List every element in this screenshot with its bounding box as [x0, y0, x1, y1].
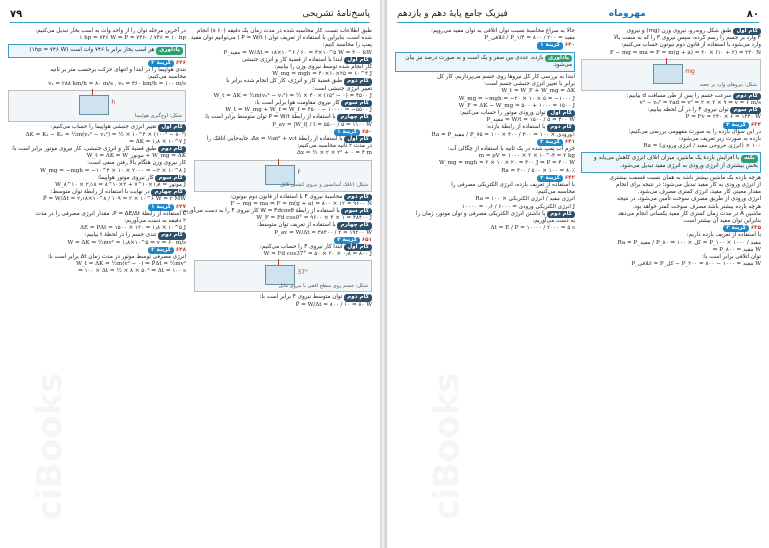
step-badge: گام سوم: [341, 208, 372, 215]
figure-caption: شکل: نیروهای وارد بر جعبه: [699, 81, 757, 88]
step-text: محاسبهٔ نیروی F با استفاده از قانون دوم نیوتون:: [230, 193, 343, 200]
formula-line: W = ΔK ⇒ ½mv² = ۱٫۸×۱۰^۵ ⇒ v = ۶۰ m/s: [67, 239, 186, 246]
step-text: طبق قضیهٔ کار و انرژی جنبشی، کار نیروی موتور برابر است با:: [11, 146, 157, 153]
note-box: [8, 44, 186, 57]
formula-line: P_مفید = W/Δt = ۱۸×۱۰^۶ / ۶۰ = ۳×۱۰^۵ W = ۳۰۰ kW: [223, 49, 372, 56]
figure-caption: شکل: اتاقک آسانسور و نیروی کشش کابل: [280, 182, 368, 189]
text-line: در این سؤال بازده را به صورت مفهومی بررسی می‌کنیم؛: [628, 128, 761, 135]
formula-line: P_اتلافی = P_کل − P_مفید = ۱۰۰۰ − ۸۰۰ = ۲۰۰ W: [631, 261, 761, 268]
formula-line: Δx = ½ × ۲ × ۲² + ۰ = ۴ m: [296, 150, 372, 157]
step-line: [8, 146, 186, 153]
step-text: توان ورودی موتور را حساب می‌کنیم:: [459, 110, 546, 117]
formula-line: P̄ = W/Δt = ۲٫۱۸×۱۰^۸ / ۱۰۹ = ۲ × ۱۰^۶ W = ۲ MW: [42, 196, 186, 203]
text-line: از انرژی ورودی به کار مفید تبدیل می‌شود؛ در نتیجه برای انجام: [616, 182, 761, 189]
force-arrow-icon: [278, 259, 279, 265]
step-line: [581, 93, 761, 100]
question-number: ۶۴۲: [564, 174, 575, 181]
step-text: تندی جسم را در لحظهٔ t بیابیم:: [84, 232, 157, 239]
text-line: طبق اطلاعات تست، کار محاسبه شده در مدت زمان یک دقیقه (۶۰ s) انجام: [196, 28, 372, 34]
text-line: محاسبه می‌کنیم:: [536, 189, 575, 196]
step-badge: گام چهارم: [337, 114, 372, 121]
formula-line: Ra = (انرژی خروجی مفید / انرژی ورودی) × ۱۰۰: [643, 143, 761, 150]
text-line: شده است، بنابراین با استفاده از تعریف توان ( P = W/t ) می‌توانیم توان مفید: [190, 35, 372, 42]
step-text: با استفاده از رابطهٔ بازده:: [486, 124, 546, 131]
formula-line: W_mg = −mgh = −۱۰^۴ × ۱۰ × ۲۰۰۰ = −۲ × ۱۰^۸ J: [40, 167, 186, 174]
formula-line: P_اتلافی / P_مفید = ۲۰۰ / ۸۰۰ = ۱/۴: [484, 35, 575, 42]
text-line: در آخرین مرحله توان را از واحد وات به اسب بخار تبدیل می‌کنیم:: [35, 28, 186, 34]
step-text: ابتدا کار نیروی F را حساب می‌کنیم:: [259, 244, 343, 251]
text-line: برابر با تغییر انرژی جنبشی جسم است:: [483, 81, 575, 88]
formula-line: W_t = ΔK ⇒ W_موتور + W_mg = ΔK: [86, 153, 186, 160]
formula-line: Ra = P_مفید / P_کل × ۱۰۰ ⇒ ۸۰ = P_مفید / ۱۰۰۰ × ۱۰۰: [617, 239, 761, 246]
right-page-col-right: [581, 28, 761, 542]
step-text: توان متوسط نیروی F برابر است با:: [259, 294, 343, 301]
formula-line: W_t = W_F + W_mg = ΔK: [501, 88, 575, 95]
text-line: F وارد بر جسم را رسم کرده، سپس نیروی F را که به سمت بالا: [613, 35, 761, 42]
text-line: تندی هواپیما را در ابتدا و انتهای حرکت برحسب متر بر ثانیه: [50, 66, 186, 73]
figure: [194, 260, 372, 292]
text-line: با استفاده از تعریف بازده داریم:: [686, 232, 761, 239]
force-arrow-icon: [92, 89, 93, 95]
formula-line: P_مفید = W/t = ۱۵۰۰ / ۵ = ۳۰۰ W: [486, 117, 575, 124]
watermark: ciBooks: [30, 372, 70, 520]
step-badge: گام چهارم: [151, 189, 186, 196]
step-text: کار نیروی موتور هواپیما:: [97, 174, 154, 181]
step-badge: گام دوم: [344, 294, 372, 301]
answer-option-badge: گزینهٔ ۱: [537, 42, 563, 49]
formula-line: P = Fv = ۲۴۰ × ۶ = ۱۴۴۰ W: [685, 114, 761, 121]
text-line: ۲ دقیقه به دست می‌آوریم:: [124, 218, 186, 225]
step-line: [194, 294, 372, 301]
step-badge: گام دوم: [158, 146, 186, 153]
answer-heading: [395, 139, 575, 146]
question-number: ۶۴۶: [175, 59, 186, 66]
text-line: جرم آب پمپ شده در یک ثانیه با استفاده از چگالی آب:: [447, 146, 575, 153]
text-line: محاسبه می‌کنیم:: [147, 74, 186, 81]
text-line: انرژی ورودی از طریق مصرف سوخت تأمین می‌شود، در نتیجه: [617, 196, 761, 203]
formula-line: F − mg = ma ⇒ F = m(g + a) = ۲۰ × (۱۰ + ۲) = ۲۴۰ N: [609, 49, 761, 56]
formula-line: W_mg = mgh = ۴۰×۱۰×۲۵ = ۱۰^۴ J: [272, 71, 372, 78]
text-line: پمپ را محاسبه کنیم:: [322, 42, 372, 49]
formula-line: W_mg = mgh = ۲ × ۱۰ × ۲۰ = ۴۰۰ J ⇒ P = ۴۰۰ W: [439, 160, 575, 167]
answer-heading: [395, 175, 575, 182]
force-arrow-icon: [666, 58, 667, 64]
step-text: با استفاده از رابطهٔ P = W/t توان متوسط برابر است با:: [204, 114, 336, 121]
answer-heading: [395, 42, 575, 49]
step-badge: گام اول: [733, 28, 761, 35]
step-badge: گام سوم: [155, 175, 186, 182]
text-line: در مدت ۲ ثانیه محاسبه می‌کنیم:: [297, 143, 372, 150]
figure: [581, 59, 761, 91]
question-number: ۶۴۱: [564, 138, 575, 145]
step-text: با استفاده از تعریف توان متوسط:: [257, 222, 336, 229]
answer-option-badge: گزینهٔ ۲: [148, 60, 174, 67]
left-page-header: [10, 6, 370, 23]
figure-object: [79, 95, 109, 115]
step-text: در نهایت با استفاده از رابطهٔ توان متوسط:: [50, 189, 150, 196]
note-badge: نکته: [741, 155, 758, 162]
step-text: با استفاده از رابطهٔ Δx = ½at² + v₀t، جابه‌جایی اتاقک را: [206, 136, 343, 143]
note-text: بازده، عددی بین صفر و یک است و به صورت درصد نیز بیان می‌شود.: [405, 54, 572, 68]
formula-line: W_t = W_mg + W_f ⇒ W_f = ۴۵۰۰ − ۱۰۰۰۰ = −۵۵۰۰ J: [225, 107, 372, 114]
step-badge: گام دوم: [547, 211, 575, 218]
step-text: توان نیروی F را در آن لحظه بیابیم:: [647, 107, 729, 114]
answer-option-badge: گزینهٔ ۱: [148, 204, 174, 211]
step-badge: گام دوم: [158, 232, 186, 239]
figure-label: mg: [685, 67, 695, 75]
formula-line: F − mg = ma ⇒ F = m(g + a) = ۸۰۰ × ۱۲ = ۹۶۰۰ N: [230, 200, 372, 207]
text-line: حالا به سراغ محاسبهٔ نسبت توان اتلافی به توان مفید می‌رویم:: [430, 28, 575, 34]
figure: [8, 90, 186, 122]
step-badge: گام دوم: [344, 194, 372, 201]
step-badge: گام اول: [344, 57, 372, 64]
formula-line: W_mg = −mgh = −۲۰ × ۱۰ × ۵ = −۱۰۰۰ J: [458, 95, 575, 102]
step-text: سرعت جسم را پس از طی مسافت d بیابیم:: [626, 92, 732, 99]
formula-line: ΔK = K₂ − K₁ = ½m(v₂² − v₁²) = ½ × ۱۰^۴ × (۱۰۰² − ۸۰²): [25, 131, 186, 138]
text-line: ابتدا به بررسی کار کل نیروها روی جسم می‌پردازیم. کار کل: [436, 74, 575, 81]
formula-line: W = Fd cos37° = ۵۰ × ۲۰ × ۰٫۸ = ۸۰۰ J: [263, 251, 372, 258]
question-number: ۶۴۷: [175, 203, 186, 210]
text-line: با استفاده از رابطهٔ P = ΔE/Δt، مقدار انرژی مصرفی را در مدت: [35, 210, 186, 217]
text-line: هرچه بازده یک ماشین بیشتر باشد به همان نسبت قسمت بیشتری: [609, 174, 761, 181]
text-line: توان اتلافی برابر است با:: [702, 254, 761, 261]
step-line: [8, 175, 186, 182]
note-text: هر اسب بخار برابر با ۷۴۶ وات است (۱hp = ۷۴۶ W): [29, 47, 155, 54]
question-number: ۶۴۰: [564, 42, 575, 49]
formula-line: P_av = |W_f| / t = ۵۵۰۰ / ۵ = ۱۱۰۰ W: [272, 121, 372, 128]
answer-heading: [581, 122, 761, 129]
step-text: تغییر انرژی جنبشی هواپیما را حساب می‌کنیم:: [50, 124, 157, 131]
question-number: ۶۵۰: [361, 128, 372, 135]
formula-line: Ra = P_مفید / P_ورودی × ۱۰۰ = ۳۰۰ / ۴۰۰ × ۱۰۰ = ۷۵٪: [431, 131, 575, 138]
note-text: با افزایش بازدهٔ یک ماشین، میزان اتلاف انرژی کاهش می‌یابد و بخش بیشتری از انرژی ورودی به انرژی مفید تبدیل می‌شود.: [593, 155, 758, 169]
answer-option-badge: گزینهٔ ۳: [723, 225, 749, 232]
formula-line: انرژی الکتریکی ورودی = ۶۰۰۰ / ۰٫۶ = ۱۰۰۰۰ J: [461, 203, 575, 210]
step-text: ابتدا با استفاده از قضیهٔ کار و انرژی جنبشی: [241, 56, 343, 63]
question-number: ۶۳۵: [750, 225, 761, 232]
note-badge: یادآوری: [156, 47, 183, 54]
formula-line: ΔE = PΔt = ۱۵۰۰ × ۱۲۰ = ۱٫۸ × ۱۰^۵ J: [80, 225, 186, 232]
note-box: [395, 52, 575, 72]
step-badge: گام اول: [344, 136, 372, 143]
left-page: [0, 0, 381, 548]
step-text: کار نیروی مقاومت هوا برابر است با:: [254, 100, 340, 107]
text-line: انرژی مصرفی توسط موتور در مدت زمان Δt برابر است با:: [47, 254, 186, 261]
answer-heading: [194, 129, 372, 136]
formula-line: W_F = ΔK − W_mg = ۵۰۰ + ۱۰۰۰ = ۱۵۰۰ J: [458, 102, 575, 109]
text-line: هرچه بازده بیشتر باشد مصرف سوخت کمتر خواهد بود.: [632, 203, 761, 210]
step-line: [194, 194, 372, 201]
step-line: [395, 110, 575, 117]
step-line: [194, 100, 372, 107]
text-line: وارد می‌شود با استفاده از قانون دوم نیوتون حساب می‌کنیم:: [621, 42, 761, 49]
left-page-header-title: پاسخ‌نامهٔ تشریحی: [302, 9, 370, 19]
question-number: ۶۳۴: [750, 121, 761, 128]
left-page-number: ۷۹: [10, 8, 23, 20]
answer-option-badge: گزینهٔ ۱: [334, 129, 360, 136]
step-line: [581, 107, 761, 114]
formula-line: ۱ hp = ۷۴۶ W ⇒ P = ۷۴۶۰ / ۷۴۶ = ۱۰ hp: [79, 35, 186, 42]
watermark: ciBooks: [427, 372, 467, 520]
step-line: [180, 208, 372, 215]
right-page-col-left: [395, 28, 575, 542]
step-badge: گام چهارم: [337, 222, 372, 229]
step-badge: گام اول: [158, 124, 186, 131]
step-badge: گام سوم: [730, 107, 761, 114]
step-badge: گام دوم: [733, 93, 761, 100]
answer-heading: [8, 204, 186, 211]
formula-line: P̄ = W/Δt = ۸۰۰ / ۱۰ = ۸۰ W: [295, 301, 372, 308]
step-text: طبق شکل روبه‌رو، نیروی وزن (mg) و نیروی: [626, 28, 732, 34]
note-badge: یادآوری: [545, 55, 572, 62]
question-number: ۶۵۱: [361, 236, 372, 243]
formula-line: ⇒ ΔK = ۱٫۸ × ۱۰^۷ J: [129, 138, 186, 145]
step-line: [395, 124, 575, 131]
formula-line: ⇒ ۱۰۰ × Δt = ½ × ۸ × ۵۰² ⇒ Δt = ۱۰۰ s: [78, 268, 186, 275]
brand-logo: مهروماه: [608, 9, 646, 19]
answer-heading: [581, 225, 761, 232]
answer-option-badge: گزینهٔ ۲: [537, 139, 563, 146]
text-line: ماشین A در مدت زمان کمتری کار مفید یکسانی انجام می‌دهد: [618, 210, 761, 217]
answer-option-badge: گزینهٔ ۴: [334, 237, 360, 244]
formula-line: ⇒ P_مفید = ۸۰۰ W: [712, 246, 761, 253]
step-text: با داشتن انرژی الکتریکی مصرفی و توان موتور، زمان را: [416, 210, 546, 217]
figure: [194, 160, 372, 192]
figure-caption: شکل: جسم روی سطح افقی با نیروی مایل: [278, 283, 368, 290]
text-line: بازده به صورت زیر تعریف می‌شود:: [678, 136, 761, 143]
step-badge: گام دوم: [547, 124, 575, 131]
text-line: تغییر انرژی جنبشی است:: [312, 85, 372, 92]
text-line: به دست می‌آوریم:: [532, 218, 575, 225]
formula-line: W_موتور = ۱٫۸×۱۰^۷ + ۲×۱۰^۸ = ۲٫۱۸ × ۱۰^۸ J: [55, 182, 186, 189]
text-line: بنابراین توان مفید آن بیشتر است.: [682, 218, 761, 225]
step-badge: گام دوم: [344, 78, 372, 85]
figure-object: [653, 64, 683, 84]
right-page-number: ۸۰: [746, 8, 759, 20]
step-badge: گام سوم: [341, 100, 372, 107]
formula-line: W_t = ΔK = ½m(v₂² − v₁²) = ½ × ۴۰ × (۱۵² − ۰) = ۴۵۰۰ J: [213, 92, 372, 99]
step-badge: گام اول: [547, 110, 575, 117]
formula-line: m = ρV = ۱۰۰۰ × ۲ × ۱۰^-۳ = ۲ kg: [478, 153, 575, 160]
step-line: [194, 244, 372, 251]
answer-option-badge: گزینهٔ ۳: [148, 247, 174, 254]
formula-line: Ra = ۴۰۰ / ۵۰۰ × ۱۰۰ = ۸۰٪: [501, 167, 575, 174]
figure-label: 37°: [297, 269, 309, 277]
note-box: [581, 152, 761, 172]
step-line: [194, 57, 372, 64]
force-arrow-icon: [278, 159, 279, 165]
step-line: [194, 78, 372, 85]
answer-heading: [194, 237, 372, 244]
formula-line: Δt = E / P = ۱۰۰۰۰ / ۲۰۰۰ = ۵ s: [490, 225, 575, 232]
question-number: ۶۴۸: [175, 246, 186, 253]
step-text: با استفاده از رابطهٔ W = Fdcosθ کار نیروی F را به دست می‌آوریم:: [180, 208, 340, 215]
step-line: [194, 222, 372, 229]
step-badge: گام اول: [344, 244, 372, 251]
formula-line: v² − v₀² = ۲ad ⇒ v² = ۲ × ۲ × ۹ ⇒ v = ۶ m/s: [639, 100, 761, 107]
figure-label: F: [297, 168, 301, 176]
step-text: طبق قضیهٔ کار و انرژی، کار کل انجام شده برابر با: [226, 78, 343, 85]
text-line: کار انجام شده توسط نیروی وزن را بیابیم:: [274, 64, 372, 71]
right-page-header: [397, 6, 759, 23]
formula-line: v₁ = ۲۸۸ km/h = ۸۰ m/s , v₂ = ۳۶۰ km/h = ۱۰۰ m/s: [48, 81, 186, 88]
step-line: [8, 232, 186, 239]
left-page-col-left: [8, 28, 186, 542]
step-line: [395, 211, 575, 218]
answer-heading: [8, 247, 186, 254]
formula-line: Ra = انرژی مفید / انرژی الکتریکی × ۱۰۰: [475, 196, 575, 203]
figure-label: h: [111, 99, 116, 107]
figure-caption: شکل: اوج‌گیری هواپیما: [134, 113, 182, 120]
formula-line: P_av = W/Δt = ۳۸۴۰۰ / ۲ = ۱۹۲۰۰ W: [274, 229, 372, 236]
text-line: با استفاده از تعریف بازده، انرژی الکتریکی مصرفی را: [451, 182, 575, 189]
right-page: [386, 0, 769, 548]
formula-line: W_F = Fd cos0° = ۹۶۰۰ × ۴ × ۱ = ۳۸۴۰۰ J: [256, 215, 372, 222]
answer-option-badge: گزینهٔ ۴: [537, 175, 563, 182]
text-line: کار نیروی وزن هنگام بالا رفتن منفی است:: [87, 160, 186, 167]
text-line: مقدار معینی کار مفید، انرژی کمتری مصرف می‌شود.: [637, 189, 761, 196]
formula-line: W_t = ΔK = ½m(v² − ۰) ⇒ P̄Δt = ½mv²: [76, 261, 186, 268]
step-line: [194, 114, 372, 121]
answer-option-badge: گزینهٔ ۴: [723, 122, 749, 129]
right-page-header-title: فیزیک جامع پایهٔ دهم و یازدهم: [397, 9, 508, 19]
answer-heading: [8, 60, 186, 67]
step-line: [8, 124, 186, 131]
